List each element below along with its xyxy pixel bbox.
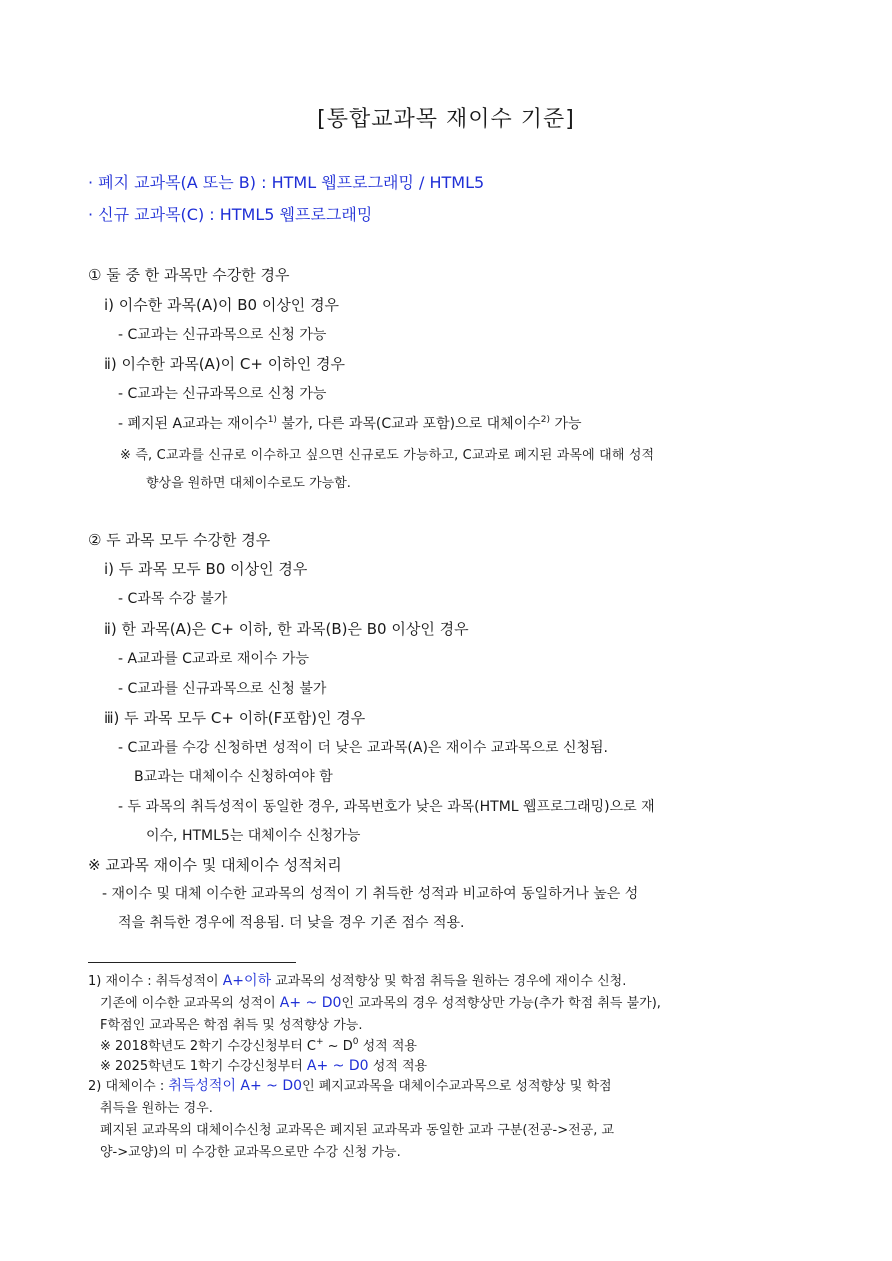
section2-case-iii-item-a: - C교과를 수강 신청하면 성적이 더 낮은 교과목(A)은 재이수 교과목으로 신청됨. [118, 740, 608, 756]
text: 인 폐지교과목을 대체이수교과목으로 성적향상 및 학점 [302, 1079, 612, 1094]
text: 교과목의 성적향상 및 학점 취득을 원하는 경우에 재이수 신청. [271, 974, 627, 989]
section1-note-line1: ※ 즉, C교과를 신규로 이수하고 싶으면 신규로도 가능하고, C교과로 폐지된 과목에 대해 성적 [120, 448, 655, 463]
footnote-1-line3: F학점인 교과목은 학점 취득 및 성적향상 가능. [100, 1018, 363, 1033]
footnote-2-line3: 폐지된 교과목의 대체이수신청 교과목은 폐지된 교과목과 동일한 교과 구분(전공->전공, 교 [100, 1123, 615, 1138]
footnote-1-label: 1) 재이수 : [88, 974, 156, 989]
footnote-1-line5 [100, 1055, 427, 1074]
section2-case-ii-item-a: - A교과를 C교과로 재이수 가능 [118, 651, 309, 667]
text: ※ 2018학년도 2학기 수강신청부터 C [100, 1039, 316, 1054]
highlight-text: A+ ~ D0 [279, 995, 342, 1011]
text: ※ 2025학년도 1학기 수강신청부터 [100, 1059, 307, 1074]
section1-case-ii-item-b [118, 413, 582, 433]
section1-case-i: ⅰ) 이수한 과목(A)이 B0 이상인 경우 [104, 296, 340, 314]
section1-note-line2: 향상을 원하면 대체이수로도 가능함. [146, 476, 351, 491]
section2-heading: ② 두 과목 모두 수강한 경우 [88, 531, 271, 549]
section2-case-i-item: - C과목 수강 불가 [118, 591, 228, 607]
footnote-1-line1 [88, 970, 626, 990]
footnote-ref-1: 1) [267, 415, 277, 425]
section3-item: - 재이수 및 대체 이수한 교과목의 성적이 기 취득한 성적과 비교하여 동일하거나 높은 성 [102, 886, 639, 902]
highlight-text: 취득성적이 A+ ~ D0 [168, 1078, 303, 1094]
footnote-2-line1 [88, 1075, 612, 1095]
page-title: [통합교과목 재이수 기준] [317, 107, 575, 132]
footnote-2-label: 2) 대체이수 : [88, 1079, 169, 1094]
footnote-1-line4 [100, 1035, 417, 1054]
abolished-course-line: · 폐지 교과목(A 또는 B) : HTML 웹프로그래밍 / HTML5 [88, 173, 485, 192]
superscript: + [316, 1037, 324, 1047]
footnote-2-line2: 취득을 원하는 경우. [100, 1101, 213, 1116]
section1-heading: ① 둘 중 한 과목만 수강한 경우 [88, 266, 290, 284]
section2-case-i: ⅰ) 두 과목 모두 B0 이상인 경우 [104, 560, 308, 578]
section1-case-i-item: - C교과는 신규과목으로 신청 가능 [118, 327, 327, 343]
section1-case-ii: ⅱ) 이수한 과목(A)이 C+ 이하인 경우 [104, 355, 345, 373]
section1-case-ii-item-a: - C교과는 신규과목으로 신청 가능 [118, 386, 327, 402]
text: 기존에 이수한 교과목의 성적이 [100, 996, 280, 1011]
new-course-line: · 신규 교과목(C) : HTML5 웹프로그래밍 [88, 205, 373, 224]
text: - 폐지된 A교과는 재이수 [118, 416, 268, 432]
highlight-text: A+이하 [222, 973, 272, 989]
text: 가능 [550, 416, 582, 432]
section2-case-iii-item-a-cont: B교과는 대체이수 신청하여야 함 [134, 769, 333, 785]
text: 불가, 다른 과목(C교과 포함)으로 대체이수 [276, 416, 541, 432]
section2-case-iii-item-b: - 두 과목의 취득성적이 동일한 경우, 과목번호가 낮은 과목(HTML 웹프로그래밍)으로 재 [118, 799, 655, 815]
text: ~ D [323, 1039, 353, 1054]
footnote-divider [88, 962, 296, 963]
section2-case-ii: ⅱ) 한 과목(A)은 C+ 이하, 한 과목(B)은 B0 이상인 경우 [104, 620, 469, 638]
section3-heading: ※ 교과목 재이수 및 대체이수 성적처리 [88, 856, 342, 874]
footnote-2-line4: 양->교양)의 미 수강한 교과목으로만 수강 신청 가능. [100, 1145, 401, 1160]
footnote-1-line2 [100, 992, 661, 1011]
footnote-ref-2: 2) [540, 415, 550, 425]
text: 성적 적용 [358, 1039, 417, 1054]
text: 취득성적이 [155, 974, 223, 989]
section2-case-iii-item-b-cont: 이수, HTML5는 대체이수 신청가능 [146, 828, 361, 844]
text: 인 교과목의 경우 성적향상만 가능(추가 학점 취득 불가), [341, 996, 661, 1011]
text: 성적 적용 [368, 1059, 428, 1074]
section2-case-ii-item-b: - C교과를 신규과목으로 신청 불가 [118, 681, 327, 697]
highlight-text: A+ ~ D0 [306, 1058, 369, 1074]
section3-item-cont: 적을 취득한 경우에 적용됨. 더 낮을 경우 기존 점수 적용. [118, 915, 465, 931]
superscript: 0 [352, 1037, 359, 1047]
section2-case-iii: ⅲ) 두 과목 모두 C+ 이하(F포함)인 경우 [104, 709, 366, 727]
